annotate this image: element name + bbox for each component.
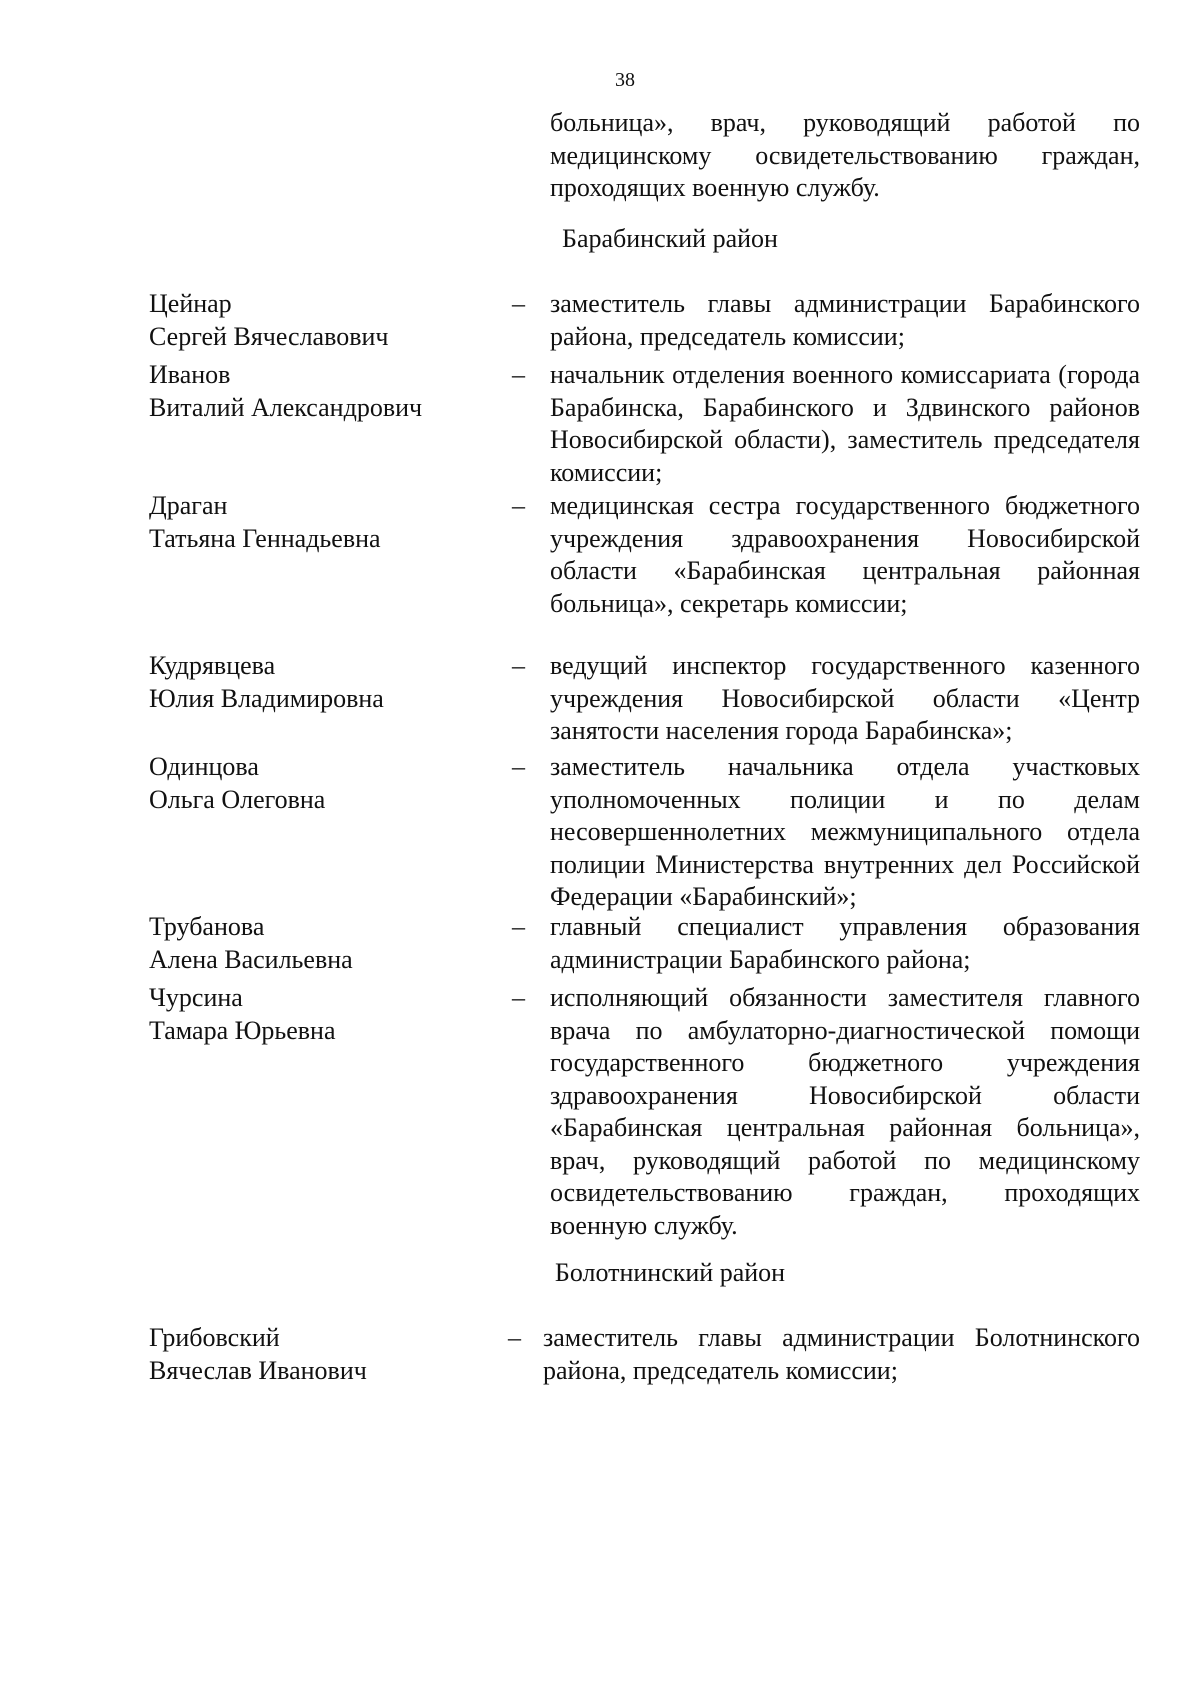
member-given-name: Вячеслав Иванович <box>149 1355 367 1385</box>
dash: – <box>512 912 525 941</box>
dash: – <box>508 1323 521 1352</box>
member-surname: Иванов <box>149 360 231 389</box>
member-role: заместитель главы администрации Барабинского района, председатель комиссии; <box>550 289 1140 351</box>
member-given-name: Виталий Александрович <box>149 392 423 422</box>
section-heading-barabinsky: Барабинский район <box>562 224 778 253</box>
member-name <box>149 490 489 555</box>
member-surname: Грибовский <box>149 1323 280 1352</box>
member-name <box>149 288 489 353</box>
member-surname: Драган <box>149 491 228 520</box>
dash: – <box>512 651 525 680</box>
member-given-name: Тамара Юрьевна <box>149 1015 336 1045</box>
member-name <box>149 650 489 715</box>
member-role: главный специалист управления образования администрации Барабинского района; <box>550 912 1140 974</box>
member-given-name: Алена Васильевна <box>149 944 353 974</box>
dash: – <box>512 360 525 389</box>
dash: – <box>512 491 525 520</box>
dash: – <box>512 752 525 781</box>
member-name <box>149 751 489 816</box>
continuation-text: больница», врач, руководящий работой по медицинскому освидетельствованию граждан, проходящих военную службу. <box>550 108 1140 202</box>
member-role: начальник отделения военного комиссариата (города Барабинска, Барабинского и Здвинского районов Новосибирской области), заместитель председателя комиссии; <box>550 360 1140 487</box>
member-given-name: Ольга Олеговна <box>149 784 326 814</box>
member-role: заместитель главы администрации Болотнинского района, председатель комиссии; <box>543 1323 1140 1385</box>
section-heading-bolotninsky: Болотнинский район <box>554 1258 786 1287</box>
dash: – <box>512 983 525 1012</box>
member-surname: Цейнар <box>149 289 232 318</box>
member-role: заместитель начальника отдела участковых уполномоченных полиции и по делам несовершеннолетних межмуниципального отдела полиции Министерства внутренних дел Российской Федерации «Барабинский»; <box>550 752 1140 911</box>
member-given-name: Сергей Вячеславович <box>149 321 389 351</box>
member-role: медицинская сестра государственного бюджетного учреждения здравоохранения Новосибирской области «Барабинская центральная районная больница», секретарь комиссии; <box>550 491 1140 618</box>
page-number: 38 <box>615 69 635 91</box>
dash: – <box>512 289 525 318</box>
member-surname: Чурсина <box>149 983 243 1012</box>
member-name <box>149 982 489 1047</box>
member-given-name: Татьяна Геннадьевна <box>149 523 381 553</box>
member-name <box>149 1322 489 1387</box>
member-name <box>149 911 489 976</box>
member-role: исполняющий обязанности заместителя главного врача по амбулаторно-диагностической помощи государственного бюджетного учреждения здравоохранения Новосибирской области «Барабинская центральная районная больница», врач, руководящий работой по медицинскому освидетельствованию граждан, проходящих военную службу. <box>550 983 1140 1240</box>
member-given-name: Юлия Владимировна <box>149 683 384 713</box>
member-role: ведущий инспектор государственного казенного учреждения Новосибирской области «Центр занятости населения города Барабинска»; <box>550 651 1140 745</box>
member-surname: Кудрявцева <box>149 651 276 680</box>
member-name <box>149 359 489 424</box>
member-surname: Трубанова <box>149 912 265 941</box>
member-surname: Одинцова <box>149 752 259 781</box>
